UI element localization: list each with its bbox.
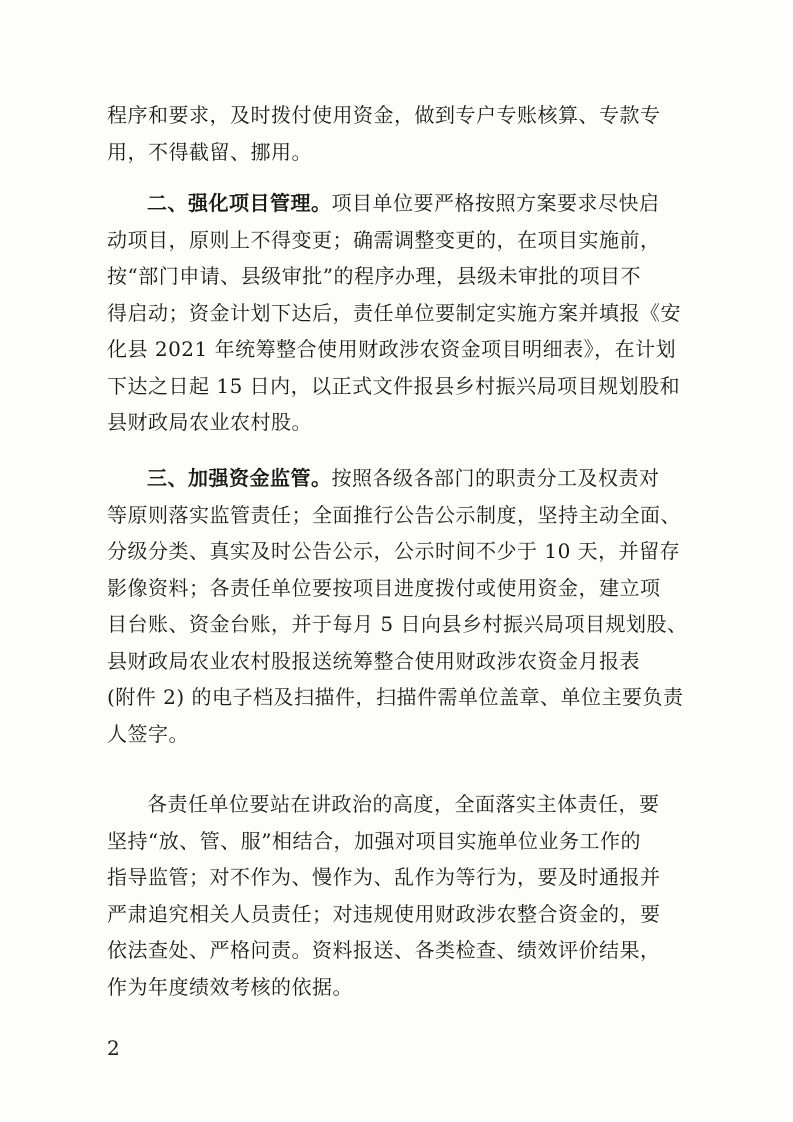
body-text [107,97,692,170]
text-line: 坚持“放、管、服”相结合，加强对项目实施单位业务工作的 [107,828,641,853]
text-line: 影像资料；各责任单位要按项目进度拨付或使用资金，建立项 [107,575,661,600]
paragraph-continuation [107,97,692,170]
text-line: 用，不得截留、挪用。 [107,139,312,164]
text-line: 县财政局农业农村股报送统筹整合使用财政涉农资金月报表 [107,648,640,673]
text-line: 目台账、资金台账，并于每月 5 日向县乡村振兴局项目规划股、 [107,612,688,636]
text-line: 化县 2021 年统筹整合使用财政涉农资金项目明细表》，在计划 [107,337,677,361]
section-heading: 三、加强资金监管。 [147,466,332,490]
text-line: 程序和要求，及时拨付使用资金，做到专户专账核算、专款专 [107,103,661,127]
text-line: 人签字。 [107,721,189,746]
text-line [107,185,692,222]
text-line: 动项目，原则上不得变更；确需调整变更的，在项目实施前， [107,227,661,252]
text-line: 严肃追究相关人员责任；对违规使用财政涉农整合资金的，要 [107,901,661,926]
text-line: 各责任单位要站在讲政治的高度，全面落实主体责任，要 [147,792,660,816]
text-line: 得启动；资金计划下达后，责任单位要制定实施方案并填报《安 [107,300,681,325]
text-line: (附件 2) 的电子档及扫描件，扫描件需单位盖章、单位主要负责 [107,685,684,709]
text-line: 作为年度绩效考核的依据。 [107,974,353,999]
text-line: 下达之日起 15 日内，以正式文件报县乡村振兴局项目规划股和 [107,373,681,398]
text-run: 项目单位要严格按照方案要求尽快启 [331,191,660,215]
page-number: 2 [107,1036,120,1060]
closing-section [107,786,692,1005]
paragraph-section-two [107,185,692,441]
section-two [107,185,692,441]
paragraph-section-three [107,460,692,752]
section-heading: 二、强化项目管理。 [147,191,332,215]
text-line [107,460,692,497]
text-run: 按照各级各部门的职责分工及权责对 [331,466,660,490]
section-three [107,460,692,752]
text-line: 按“部门申请、县级审批”的程序办理，县级未审批的项目不 [107,264,641,288]
text-line: 县财政局农业农村股。 [107,410,312,434]
paragraph-closing [107,786,692,1005]
text-line: 分级分类、真实及时公告公示，公示时间不少于 10 天，并留存 [107,539,681,563]
text-line: 依法查处、严格问责。资料报送、各类检查、绩效评价结果， [107,938,661,962]
text-line: 等原则落实监管责任；全面推行公告公示制度，坚持主动全面、 [107,502,681,527]
text-line: 指导监管；对不作为、慢作为、乱作为等行为，要及时通报并 [107,865,661,889]
